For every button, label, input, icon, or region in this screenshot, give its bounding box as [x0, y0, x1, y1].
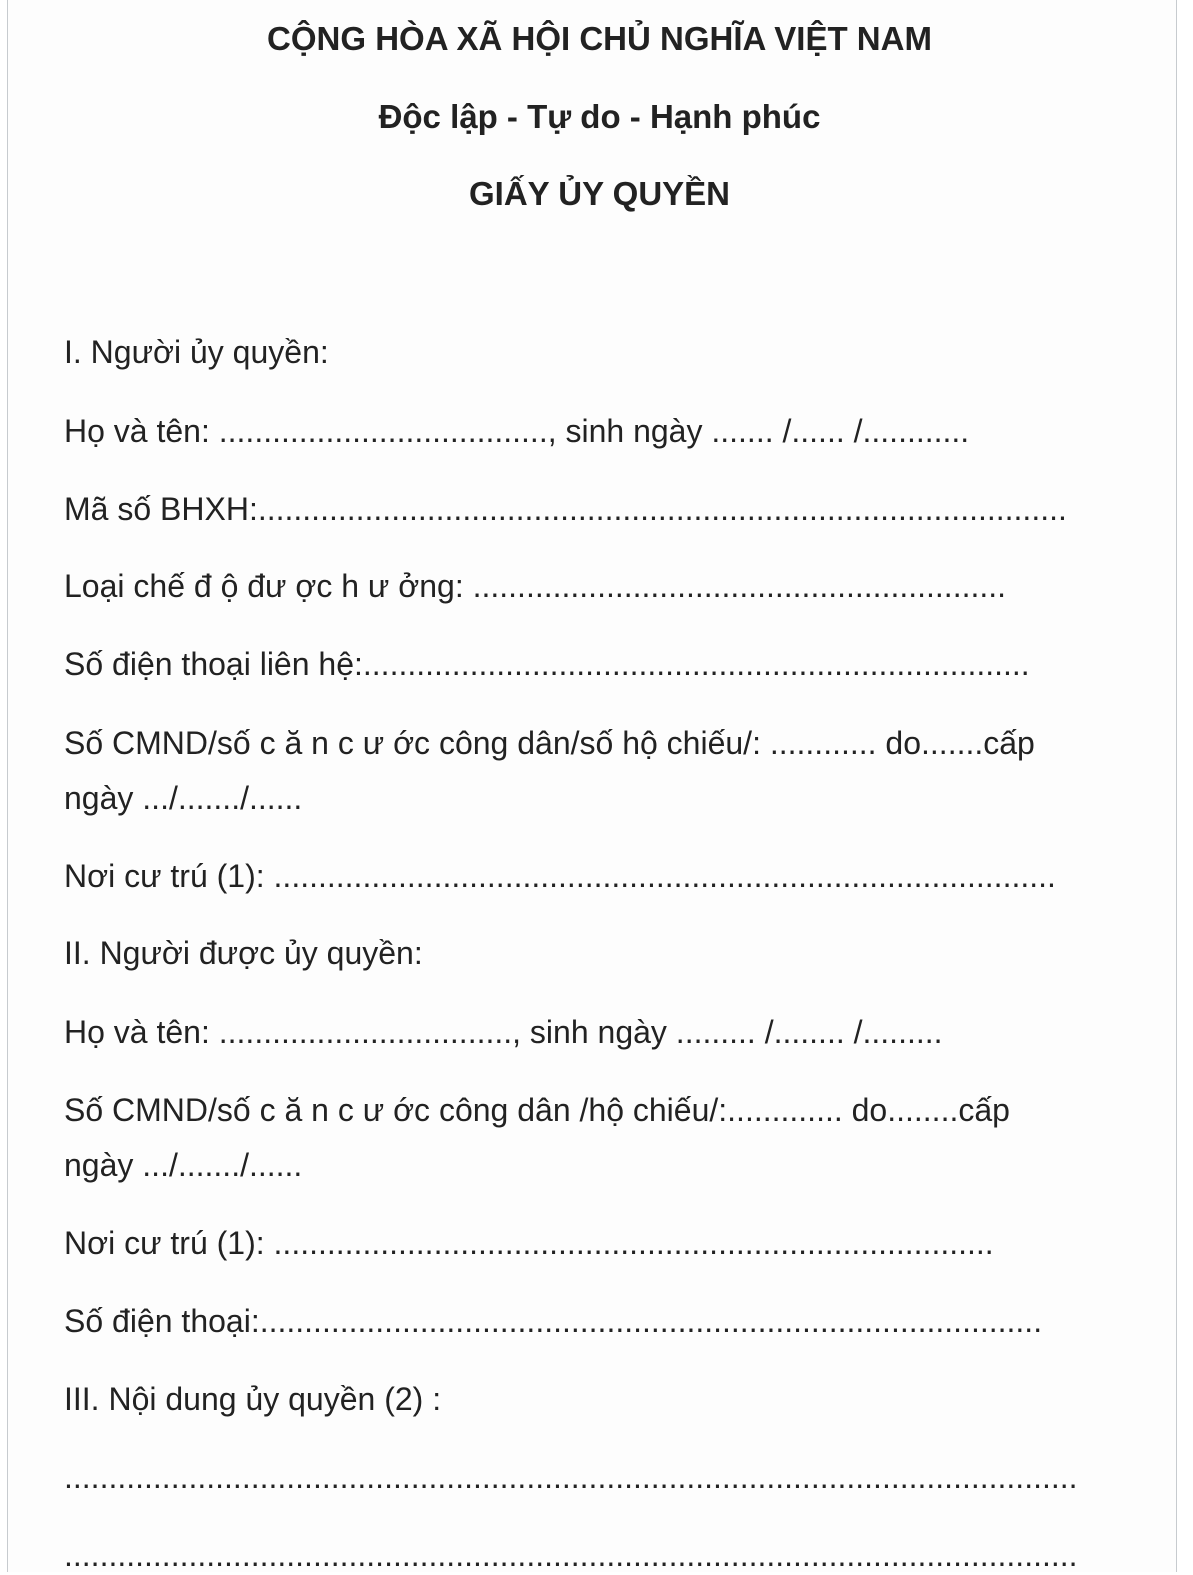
grantee-phone-field: Số điện thoại:........................................................................................: [64, 1303, 1043, 1339]
grantee-id-field: Số CMND/số c ă n c ư ớc công dân /hộ chiếu/:............. do........cấp: [64, 1092, 1010, 1128]
grantor-regime-field: Loại chế đ ộ đư ợc h ư ởng: ............................................................: [64, 568, 1007, 604]
grantor-residence-field: Nơi cư trú (1): ........................................................................................: [64, 858, 1056, 894]
grantee-residence-field: Nơi cư trú (1): .................................................................................: [64, 1225, 994, 1261]
section-1-heading: I. Người ủy quyền:: [64, 334, 329, 370]
content-blank-line: ..................................................................................................................: [64, 1537, 1078, 1573]
grantee-name-field: Họ và tên: ................................., sinh ngày ......... /........ /.........: [64, 1014, 943, 1050]
grantor-phone-field: Số điện thoại liên hệ:...........................................................................: [64, 646, 1030, 682]
grantor-bhxh-field: Mã số BHXH:...........................................................................................: [64, 491, 1067, 527]
motto-heading: Độc lập - Tự do - Hạnh phúc: [378, 98, 821, 135]
grantor-id-field: Số CMND/số c ă n c ư ớc công dân/số hộ chiếu/: ............ do.......cấp: [64, 725, 1035, 761]
content-blank-line: ..................................................................................................................: [64, 1459, 1078, 1495]
section-3-heading: III. Nội dung ủy quyền (2) :: [64, 1381, 442, 1417]
document-title: GIẤY ỦY QUYỀN: [468, 175, 731, 212]
document-page: [7, 0, 1177, 1572]
country-heading: CỘNG HÒA XÃ HỘI CHỦ NGHĨA VIỆT NAM: [267, 20, 932, 57]
section-2-heading: II. Người được ủy quyền:: [64, 935, 423, 971]
grantor-name-field: Họ và tên: ....................................., sinh ngày ....... /...... /............: [64, 413, 970, 449]
grantee-id-date-field: ngày .../......./......: [64, 1147, 303, 1183]
grantor-id-date-field: ngày .../......./......: [64, 780, 303, 816]
